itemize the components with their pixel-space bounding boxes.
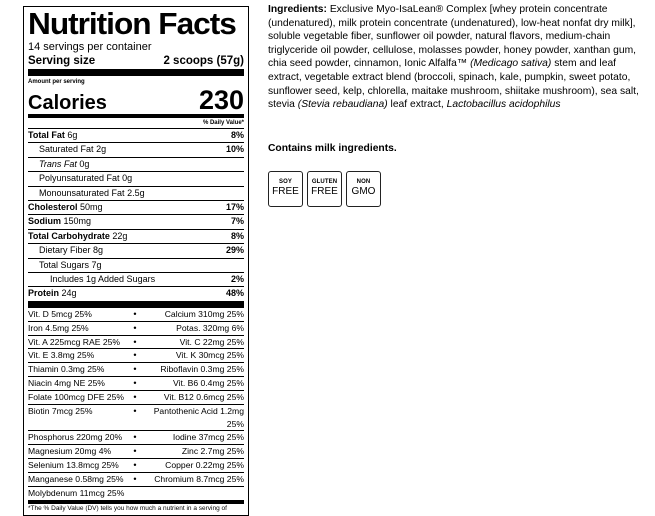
ingredients-text-1: Exclusive Myo-IsaLean® Complex [whey protein concentrate (undenatured), milk protein concentrate (undenatured), low-heat nonfat dry milk], soluble vegetable fiber, sunflower oil powder, natural flavors, medium-chain triglyceride oil powder, cellulose, molasses powder, honey powder, xanthan gum, chia seed powder, cinnamon, Ionic Alfalfa™ [268, 4, 637, 70]
nutrient-label [39, 187, 145, 200]
vitamin-right: Potas. 320mg 6% [176, 322, 244, 333]
nutrient-label [28, 287, 77, 300]
nutrient-amount: 6g [67, 130, 78, 140]
nutrient-row [28, 172, 244, 186]
ingredients-latin-2: (Stevia rebaudiana) [297, 99, 388, 111]
vitamin-row [28, 391, 244, 405]
nutrient-name: Trans Fat [39, 158, 77, 169]
nutrient-row [28, 201, 244, 215]
nutrient-amount: 7g [91, 259, 102, 270]
badge-top-text: SOY [279, 179, 292, 185]
nutrient-row [28, 244, 244, 258]
gluten-free-badge [307, 171, 342, 207]
nutrient-amount: 2.5g [127, 187, 145, 198]
nutrient-name: Total Carbohydrate [28, 230, 110, 241]
nutrient-name: Polyunsaturated Fat [39, 173, 120, 184]
vitamin-row [28, 349, 244, 363]
nutrient-rows [28, 129, 244, 308]
vitamin-row [28, 473, 244, 487]
nutrient-label [28, 129, 77, 142]
vitamin-right: Riboflavin 0.3mg 25% [160, 364, 244, 375]
nutrient-label [39, 158, 89, 171]
nutrient-row [28, 287, 244, 307]
nutrient-row [28, 230, 244, 244]
nutrient-label [39, 259, 102, 272]
calories-value: 230 [198, 85, 244, 115]
vitamin-right [145, 487, 244, 500]
vitamin-right: Zinc 2.7mg 25% [181, 446, 244, 457]
ingredients-label: Ingredients: [268, 4, 327, 15]
nutrient-amount: 150mg [63, 216, 92, 227]
nutrient-daily-value: 17% [225, 202, 244, 213]
vitamin-left: Selenium 13.8mcg 25% [28, 460, 119, 471]
nutrient-row [28, 187, 244, 201]
nutrient-amount: 0g [79, 158, 90, 169]
nutrient-amount: 8g [93, 245, 104, 256]
serving-size-row [28, 54, 244, 76]
vitamin-row [28, 487, 244, 504]
vitamin-row [28, 377, 244, 391]
nutrient-name: Cholesterol [28, 202, 78, 213]
vitamin-left: Iron 4.5mg 25% [28, 322, 89, 333]
vitamin-right: Vit. C 22mg 25% [179, 336, 244, 347]
amount-per-serving: Amount per serving [28, 79, 85, 85]
vitamin-row [28, 322, 244, 336]
bullet-separator: • [133, 391, 137, 402]
bullet-separator: • [133, 322, 137, 333]
vitamin-left: Vit. D 5mcg 25% [28, 308, 92, 319]
badge-bottom-text: FREE [311, 186, 338, 197]
nutrient-row [28, 259, 244, 273]
ingredients-text-3: leaf extract, [390, 99, 444, 111]
nutrient-daily-value: 8% [230, 230, 244, 241]
nutrient-name: Includes 1g Added Sugars [50, 274, 156, 285]
nutrient-name: Protein [28, 288, 60, 299]
bullet-separator: • [133, 308, 137, 319]
nutrient-row [28, 143, 244, 157]
calories-label: Calories [28, 92, 107, 114]
vitamin-left: Biotin 7mcg 25% [28, 405, 93, 416]
bullet-separator: • [133, 474, 137, 484]
serving-size-label: Serving size [28, 55, 96, 67]
vitamin-row [28, 336, 244, 350]
ingredients-block [268, 3, 640, 112]
nutrient-label [28, 230, 127, 243]
bullet-separator: • [133, 336, 137, 347]
footnote: *The % Daily Value (DV) tells you how much a nutrient in a serving of [28, 504, 227, 512]
vitamin-left: Vit. A 225mcg RAE 25% [28, 336, 121, 347]
nutrient-amount: 50mg [80, 202, 103, 213]
nutrient-label [50, 273, 155, 286]
nutrient-label [28, 201, 103, 214]
bullet-separator: • [133, 378, 137, 389]
badge-bottom-text: GMO [351, 186, 376, 197]
badge-bottom-text: FREE [272, 186, 299, 197]
nutrient-row [28, 129, 244, 143]
badge-group [268, 171, 381, 207]
soy-free-badge [268, 171, 303, 207]
nutrient-amount: 22g [112, 230, 128, 241]
vitamin-left: Folate 100mcg DFE 25% [28, 391, 125, 402]
servings-per-container: 14 servings per container [28, 41, 152, 53]
nutrition-facts-panel [23, 6, 249, 516]
bullet-separator: • [133, 460, 137, 471]
vitamin-right: Calcium 310mg 25% [164, 308, 244, 319]
ingredients-text-2: stem and leaf extract, vegetable extract blend (broccoli, spinach, kale, pumpkin, sweet potato, sunflower seed, kelp, chlorella, maitake mushroom, shiitake mushroom), sea salt, stevia [268, 58, 639, 111]
vitamin-left: Vit. E 3.8mg 25% [28, 350, 95, 361]
vitamin-right: Vit. B6 0.4mg 25% [172, 378, 244, 389]
vitamin-right: Pantothenic Acid 1.2mg 25% [153, 405, 244, 429]
nutrient-daily-value: 8% [230, 130, 244, 140]
vitamin-right: Iodine 37mcg 25% [172, 432, 244, 443]
vitamin-right: Chromium 8.7mcg 25% [154, 474, 244, 484]
daily-value-header: % Daily Value* [28, 118, 244, 129]
calories-row [28, 86, 244, 118]
nutrient-name: Sodium [28, 216, 61, 227]
nutrient-daily-value: 10% [225, 144, 244, 155]
nutrient-amount: 2g [96, 144, 107, 155]
vitamin-row [28, 363, 244, 377]
bullet-separator [125, 487, 145, 500]
vitamin-left: Phosphorus 220mg 20% [28, 432, 123, 443]
nutrient-daily-value: 2% [230, 274, 244, 285]
vitamin-left: Niacin 4mg NE 25% [28, 378, 105, 389]
vitamin-row [28, 445, 244, 459]
nutrient-label [28, 215, 91, 228]
vitamin-left: Manganese 0.58mg 25% [28, 474, 124, 484]
nutrient-label [39, 143, 106, 156]
non-gmo-badge [346, 171, 381, 207]
nutrient-row [28, 158, 244, 172]
nutrient-name: Total Fat [28, 130, 65, 140]
nutrient-name: Total Sugars [39, 259, 90, 270]
bullet-separator: • [133, 350, 137, 361]
nutrient-name: Saturated Fat [39, 144, 94, 155]
nutrient-amount: 0g [122, 173, 133, 184]
bullet-separator: • [133, 432, 137, 443]
nutrient-name: Dietary Fiber [39, 245, 91, 256]
vitamin-row [28, 308, 244, 322]
nutrient-label [39, 172, 132, 185]
serving-size-value: 2 scoops (57g) [163, 55, 244, 67]
ingredients-latin-1: (Medicago sativa) [470, 58, 552, 70]
nutrient-name: Monounsaturated Fat [39, 187, 125, 198]
bullet-separator: • [133, 446, 137, 457]
nutrient-amount: 24g [61, 288, 77, 299]
vitamin-row [28, 405, 244, 432]
bullet-separator: • [133, 364, 137, 375]
nutrient-row [28, 215, 244, 229]
badge-top-text: NON [356, 179, 371, 185]
vitamin-row [28, 431, 244, 445]
nutrient-daily-value: 48% [225, 288, 244, 299]
vitamin-rows [28, 308, 244, 504]
nutrient-daily-value: 7% [230, 216, 244, 227]
vitamin-left: Molybdenum 11mcg 25% [28, 487, 125, 498]
badge-top-text: GLUTEN [311, 179, 338, 185]
ingredients-latin-3: Lactobacillus acidophilus [446, 99, 561, 111]
allergen-statement: Contains milk ingredients. [268, 143, 397, 154]
vitamin-left: Thiamin 0.3mg 25% [28, 364, 105, 375]
nutrition-facts-title: Nutrition Facts [28, 6, 236, 41]
vitamin-right: Copper 0.22mg 25% [165, 460, 244, 471]
vitamin-right: Vit. B12 0.6mcg 25% [163, 391, 244, 402]
vitamin-left: Magnesium 20mg 4% [28, 446, 112, 457]
vitamin-row [28, 459, 244, 473]
nutrient-label [39, 244, 103, 257]
bullet-separator: • [133, 405, 137, 416]
nutrient-row [28, 273, 244, 287]
nutrient-daily-value: 29% [225, 245, 244, 256]
vitamin-right: Vit. K 30mcg 25% [175, 350, 244, 361]
